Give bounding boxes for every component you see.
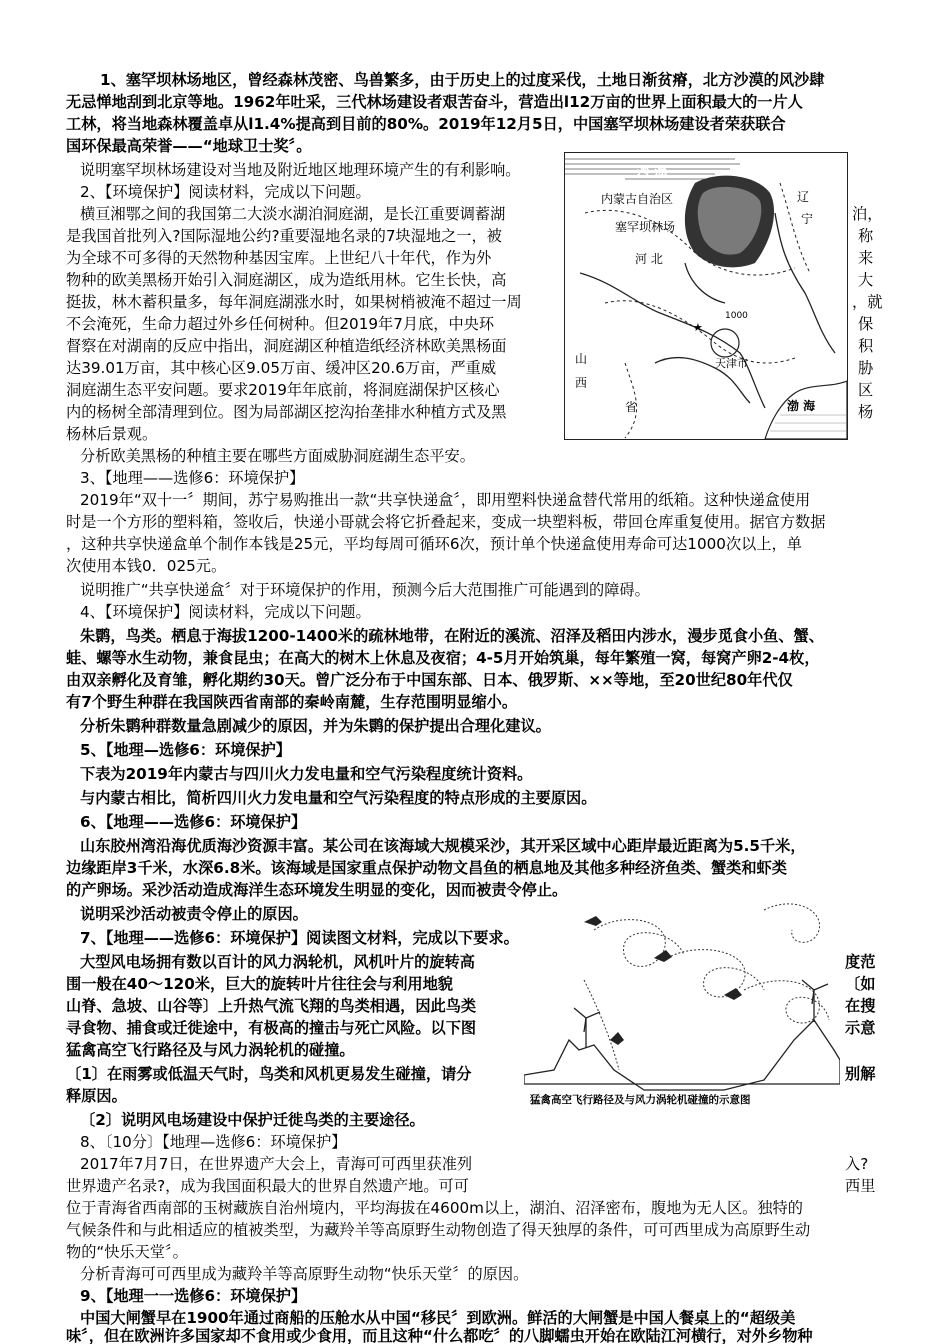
- q8-line: 气候条件和与此相适应的植被类型，为藏羚羊等高原野生动物创造了得天独厚的条件，可可西里成为高原野生动: [66, 1221, 811, 1239]
- q4-line: 有7个野生种群在我国陕西省南部的秦岭南麓，生存范围明显缩小。: [66, 693, 518, 711]
- q3-line: ，这种共享快递盒单个制作本钱是25元，平均每周可循环6次，预计单个快递盒使用寿命可达1000次以上，单: [66, 535, 802, 553]
- q2-line: 是我国首批列入?国际湿地公约?重要湿地名录的7块湿地之一，被: [66, 227, 502, 245]
- svg-text:★: ★: [693, 321, 703, 334]
- map-ning-label: 宁: [801, 212, 814, 226]
- q2-heading: 2、【环境保护】阅读材料，完成以下问题。: [80, 183, 371, 201]
- q7-line: 山脊、急坡、山谷等〕上升热气流飞翔的鸟类相遇，因此鸟类: [66, 997, 477, 1015]
- q2-line: 督察在对湖南的反应中指出，洞庭湖区种植造纸经济林欧美黑杨面: [66, 337, 507, 355]
- q2-right-fragment: 来: [858, 249, 874, 267]
- q9-heading: 9、【地理一一选修6：环境保护】: [80, 1287, 307, 1305]
- q3-line: 时是一个方形的塑料箱，签收后，快递小哥就会将它折叠起来，变成一块塑料板，带回仓库重复使用。据官方数据: [66, 513, 826, 531]
- q7-subquestion-2: 〔2〕说明风电场建设中保护迁徙鸟类的主要途径。: [80, 1111, 425, 1129]
- q2-line: 为全球不可多得的天然物种基因宝库。上世纪八十年代，作为外: [66, 249, 492, 267]
- map-shan-label: 山: [575, 352, 588, 366]
- q8-heading: 8、〔10分〕【地理—选修6：环境保护】: [80, 1133, 347, 1151]
- q7-subquestion-1: 〔1〕在雨雾或低温天气时，鸟类和风机更易发生碰撞，请分: [66, 1065, 472, 1083]
- map-sea-label: 渤 海: [787, 399, 816, 413]
- q2-line: 横亘湘鄂之间的我国第二大淡水湖泊洞庭湖，是长江重要调蓄湖: [80, 205, 506, 223]
- q4-question: 分析朱鹮种群数量急剧减少的原因，并为朱鹮的保护提出合理化建议。: [80, 717, 551, 735]
- q6-line: 的产卵场。采沙活动造成海洋生态环境发生明显的变化，因而被责令停止。: [66, 881, 568, 899]
- map-xi-label: 西: [575, 376, 588, 390]
- q2-right-fragment: 保: [858, 315, 874, 333]
- q6-question: 说明采沙活动被责令停止的原因。: [80, 905, 308, 923]
- q3-question: 说明推广“共享快递盒〞对于环境保护的作用，预测今后大范围推广可能遇到的障碍。: [80, 581, 650, 599]
- q9-line: 中国大闸蟹早在1900年通过商船的压舱水从中国“移民〞到欧洲。鲜活的大闸蟹是中国人餐桌上的“超级美: [80, 1309, 796, 1327]
- q2-right-fragment: 大: [858, 271, 874, 289]
- q5-question: 与内蒙古相比，简析四川火力发电量和空气污染程度的特点形成的主要原因。: [80, 789, 597, 807]
- map-sheng-label: 省: [625, 400, 638, 414]
- q2-right-fragment: 泊，: [852, 205, 883, 223]
- q3-heading: 3、【地理——选修6：环境保护】: [80, 469, 305, 487]
- q2-line: 杨林后景观。: [66, 425, 158, 443]
- q2-line: 物种的欧美黑杨开始引入洞庭湖区，成为造纸用林。它生长快，高: [66, 271, 507, 289]
- q4-line: 蛙、螺等水生动物，兼食昆虫；在高大的树木上休息及夜宿；4-5月开始筑巢，每年繁殖一窝，每窝产卵2-4枚，: [66, 649, 820, 667]
- map-province-label: 河 北: [635, 252, 663, 266]
- q2-line: 挺拔，林木蓄积量多，每年洞庭湖涨水时，如果树梢被淹不超过一周: [66, 293, 522, 311]
- q8-line: 位于青海省西南部的玉树藏族自治州境内，平均海拔在4600m以上，湖泊、沼泽密布，腹地为无人区。独特的: [66, 1199, 803, 1217]
- q1-line-1: 1、塞罕坝林场地区，曾经森林茂密、鸟兽繁多，由于历史上的过度采伐，土地日渐贫瘠，北方沙漠的风沙肆: [100, 71, 825, 89]
- q5-line: 下表为2019年内蒙古与四川火力发电量和空气污染程度统计资料。: [80, 765, 533, 783]
- q7-heading: 7、【地理——选修6：环境保护】阅读图文材料，完成以下要求。: [80, 929, 519, 947]
- map-forest-label: 塞罕坝林场: [615, 220, 676, 234]
- map-region-label: 内蒙古自治区: [601, 192, 674, 206]
- q7-right-fragment: 度范: [845, 953, 876, 971]
- q2-right-fragment: 称: [858, 227, 874, 245]
- q7-line: 围一般在40～120米，巨大的旋转叶片往往会与利用地貌: [66, 975, 453, 993]
- q2-line: 达39.01万亩，其中核心区9.05万亩、缓冲区20.6万亩，严重威: [66, 359, 497, 377]
- q2-right-fragment: 胁: [858, 359, 874, 377]
- q2-right-fragment: 区: [858, 381, 874, 399]
- map-contour-label: 1000: [725, 311, 748, 321]
- figure-caption: 猛禽高空飞行路径及与风力涡轮机碰撞的示意图: [530, 1094, 751, 1106]
- q4-line: 由双亲孵化及育雏，孵化期约30天。曾广泛分布于中国东部、日本、俄罗斯、××等地，至20世纪80年代仅: [66, 671, 793, 689]
- q7-subquestion-1-cont: 释原因。: [66, 1087, 127, 1105]
- q2-line: 内的杨树全部清理到位。图为局部湖区挖沟抬垄排水种植方式及黑: [66, 403, 507, 421]
- q8-line: 物的“快乐天堂〞。: [66, 1243, 188, 1261]
- q2-question: 分析欧美黑杨的种植主要在哪些方面威胁洞庭湖生态平安。: [80, 447, 475, 465]
- q8-right-fragment: 入?: [845, 1155, 869, 1173]
- q7-line: 大型风电场拥有数以百计的风力涡轮机，风机叶片的旋转高: [80, 953, 475, 971]
- q4-heading: 4、【环境保护】阅读材料，完成以下问题。: [80, 603, 371, 621]
- q3-line: 次使用本钱0．025元。: [66, 557, 227, 575]
- q7-right-fragment: 〔如: [845, 975, 876, 993]
- q8-line: 世界遗产名录?，成为我国面积最大的世界自然遗产地。可可: [66, 1177, 469, 1195]
- q2-right-fragment: 杨: [858, 403, 874, 421]
- map-desert-label: 沙 漠: [637, 166, 668, 181]
- q6-line: 山东胶州湾沿海优质海沙资源丰富。某公司在该海域大规模采沙，其开采区域中心距岸最近距离为5.5千米，: [80, 837, 806, 855]
- q3-line: 2019年“双十一〞期间，苏宁易购推出一款“共享快递盒〞，即用塑料快递盒替代常用的纸箱。这种快递盒使用: [80, 491, 811, 509]
- q1-line-4: 国环保最高荣誉——“地球卫士奖〞。: [66, 137, 312, 155]
- q8-question: 分析青海可可西里成为藏羚羊等高原野生动物“快乐天堂〞的原因。: [80, 1265, 529, 1283]
- q1-question: 说明塞罕坝林场建设对当地及附近地区地理环境产生的有利影响。: [80, 161, 521, 179]
- q6-line: 边缘距岸3千米，水深6.8米。该海域是国家重点保护动物文昌鱼的栖息地及其他多种经济鱼类、蟹类和虾类: [66, 859, 787, 877]
- q8-right-fragment: 西里: [845, 1177, 876, 1195]
- q2-right-fragment: 积: [858, 337, 874, 355]
- map-liao-label: 辽: [797, 190, 810, 204]
- q4-line: 朱鹮，鸟类。栖息于海拔1200-1400米的疏林地带，在附近的溪流、沼泽及稻田内涉水，漫步觅食小鱼、蟹、: [80, 627, 824, 645]
- q2-line: 洞庭湖生态平安问题。要求2019年年底前，将洞庭湖保护区核心: [66, 381, 500, 399]
- q7-right-fragment: 在搜: [845, 997, 876, 1015]
- map-city-label: 天津市: [715, 357, 748, 370]
- q2-right-fragment: ，就: [852, 293, 883, 311]
- q7-line: 寻食物、捕食或迁徙途中，有极高的撞击与死亡风险。以下图: [66, 1019, 477, 1037]
- q7-line: 猛禽高空飞行路径及与风力涡轮机的碰撞。: [66, 1041, 355, 1059]
- saihanba-map: [564, 152, 848, 440]
- q5-heading: 5、【地理—选修6：环境保护】: [80, 741, 291, 759]
- raptor-turbine-figure: [524, 900, 840, 1110]
- q1-line-2: 无忌惮地刮到北京等地。1962年吐采，三代林场建设者艰苦奋斗，营造出l12万亩的世界上面积最大的一片人: [66, 93, 803, 111]
- q7-right-fragment: 别解: [845, 1065, 876, 1083]
- q1-line-3: 工林，将当地森林覆盖卓从l1.4%提高到目前的80%。2019年12月5日，中国塞罕坝林场建设者荣获联合: [66, 115, 786, 133]
- q2-line: 不会淹死，生命力超过外乡任何树种。但2019年7月底，中央环: [66, 315, 495, 333]
- q9-line: 味〞，但在欧洲许多国家却不食用或少食用，而且这种“什么都吃〞的八脚蠕虫开始在欧陆江河横行，对外乡物种: [66, 1327, 813, 1344]
- q6-heading: 6、【地理——选修6：环境保护】: [80, 813, 307, 831]
- q8-line: 2017年7月7日，在世界遗产大会上，青海可可西里获准列: [80, 1155, 473, 1173]
- q7-right-fragment: 示意: [845, 1019, 876, 1037]
